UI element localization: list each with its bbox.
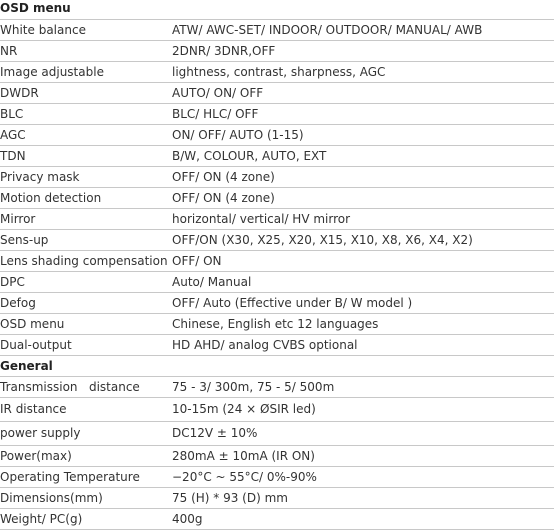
table-row <box>0 398 554 422</box>
table-row <box>0 104 554 125</box>
table-row <box>0 41 554 62</box>
spec-label: DWDR <box>0 86 39 100</box>
section-heading: OSD menu <box>0 1 71 15</box>
spec-value: 280mA ± 10mA (IR ON) <box>172 449 315 463</box>
table-row <box>0 188 554 209</box>
spec-label: Transmission distance <box>0 380 140 394</box>
spec-value: 75 (H) * 93 (D) mm <box>172 491 288 505</box>
spec-value: HD AHD/ analog CVBS optional <box>172 338 358 352</box>
table-row <box>0 422 554 446</box>
table-row <box>0 488 554 509</box>
spec-value: Chinese, English etc 12 languages <box>172 317 379 331</box>
table-row <box>0 20 554 41</box>
spec-label: DPC <box>0 275 25 289</box>
spec-label: Motion detection <box>0 191 102 205</box>
spec-value: 75 - 3/ 300m, 75 - 5/ 500m <box>172 380 335 394</box>
spec-value: −20°C ~ 55°C/ 0%-90% <box>172 470 317 484</box>
spec-value: OFF/ ON <box>172 254 222 268</box>
table-row <box>0 251 554 272</box>
spec-label: NR <box>0 44 18 58</box>
spec-label: Sens-up <box>0 233 49 247</box>
spec-value: 10-15m (24 × ØSIR led) <box>172 402 316 416</box>
table-row <box>0 272 554 293</box>
spec-label: TDN <box>0 149 26 163</box>
table-row <box>0 293 554 314</box>
spec-label: Weight/ PC(g) <box>0 512 83 526</box>
spec-label: IR distance <box>0 402 67 416</box>
table-row <box>0 125 554 146</box>
table-row <box>0 467 554 488</box>
spec-label: Mirror <box>0 212 36 226</box>
table-row <box>0 167 554 188</box>
spec-label: BLC <box>0 107 24 121</box>
spec-value: ON/ OFF/ AUTO (1-15) <box>172 128 304 142</box>
spec-label: OSD menu <box>0 317 65 331</box>
spec-value: OFF/ ON (4 zone) <box>172 191 275 205</box>
spec-label: Lens shading compensation <box>0 254 168 268</box>
table-row <box>0 335 554 356</box>
spec-label: Operating Temperature <box>0 470 140 484</box>
spec-label: Power(max) <box>0 449 72 463</box>
table-row <box>0 230 554 251</box>
spec-value: lightness, contrast, sharpness, AGC <box>172 65 386 79</box>
table-row <box>0 509 554 530</box>
spec-label: Defog <box>0 296 36 310</box>
table-row <box>0 314 554 335</box>
section-heading-general <box>0 356 554 377</box>
spec-value: B/W, COLOUR, AUTO, EXT <box>172 149 327 163</box>
spec-label: Dimensions(mm) <box>0 491 103 505</box>
table-row <box>0 83 554 104</box>
spec-value: horizontal/ vertical/ HV mirror <box>172 212 351 226</box>
spec-value: OFF/ON (X30, X25, X20, X15, X10, X8, X6, X4, X2) <box>172 233 473 247</box>
spec-label: AGC <box>0 128 26 142</box>
spec-value: BLC/ HLC/ OFF <box>172 107 259 121</box>
spec-value: Auto/ Manual <box>172 275 252 289</box>
spec-value: AUTO/ ON/ OFF <box>172 86 264 100</box>
spec-label: power supply <box>0 426 81 440</box>
spec-value: 2DNR/ 3DNR,OFF <box>172 44 276 58</box>
section-heading-osd <box>0 0 554 20</box>
table-row <box>0 62 554 83</box>
table-row <box>0 377 554 398</box>
spec-value: ATW/ AWC-SET/ INDOOR/ OUTDOOR/ MANUAL/ AWB <box>172 23 483 37</box>
spec-value: OFF/ ON (4 zone) <box>172 170 275 184</box>
table-row <box>0 146 554 167</box>
table-row <box>0 209 554 230</box>
spec-label: Privacy mask <box>0 170 80 184</box>
spec-value: 400g <box>172 512 203 526</box>
spec-label: Image adjustable <box>0 65 104 79</box>
spec-label: White balance <box>0 23 86 37</box>
spec-value: DC12V ± 10% <box>172 426 258 440</box>
spec-label: Dual-output <box>0 338 72 352</box>
table-row <box>0 446 554 467</box>
section-heading: General <box>0 359 53 373</box>
spec-value: OFF/ Auto (Effective under B/ W model ) <box>172 296 413 310</box>
